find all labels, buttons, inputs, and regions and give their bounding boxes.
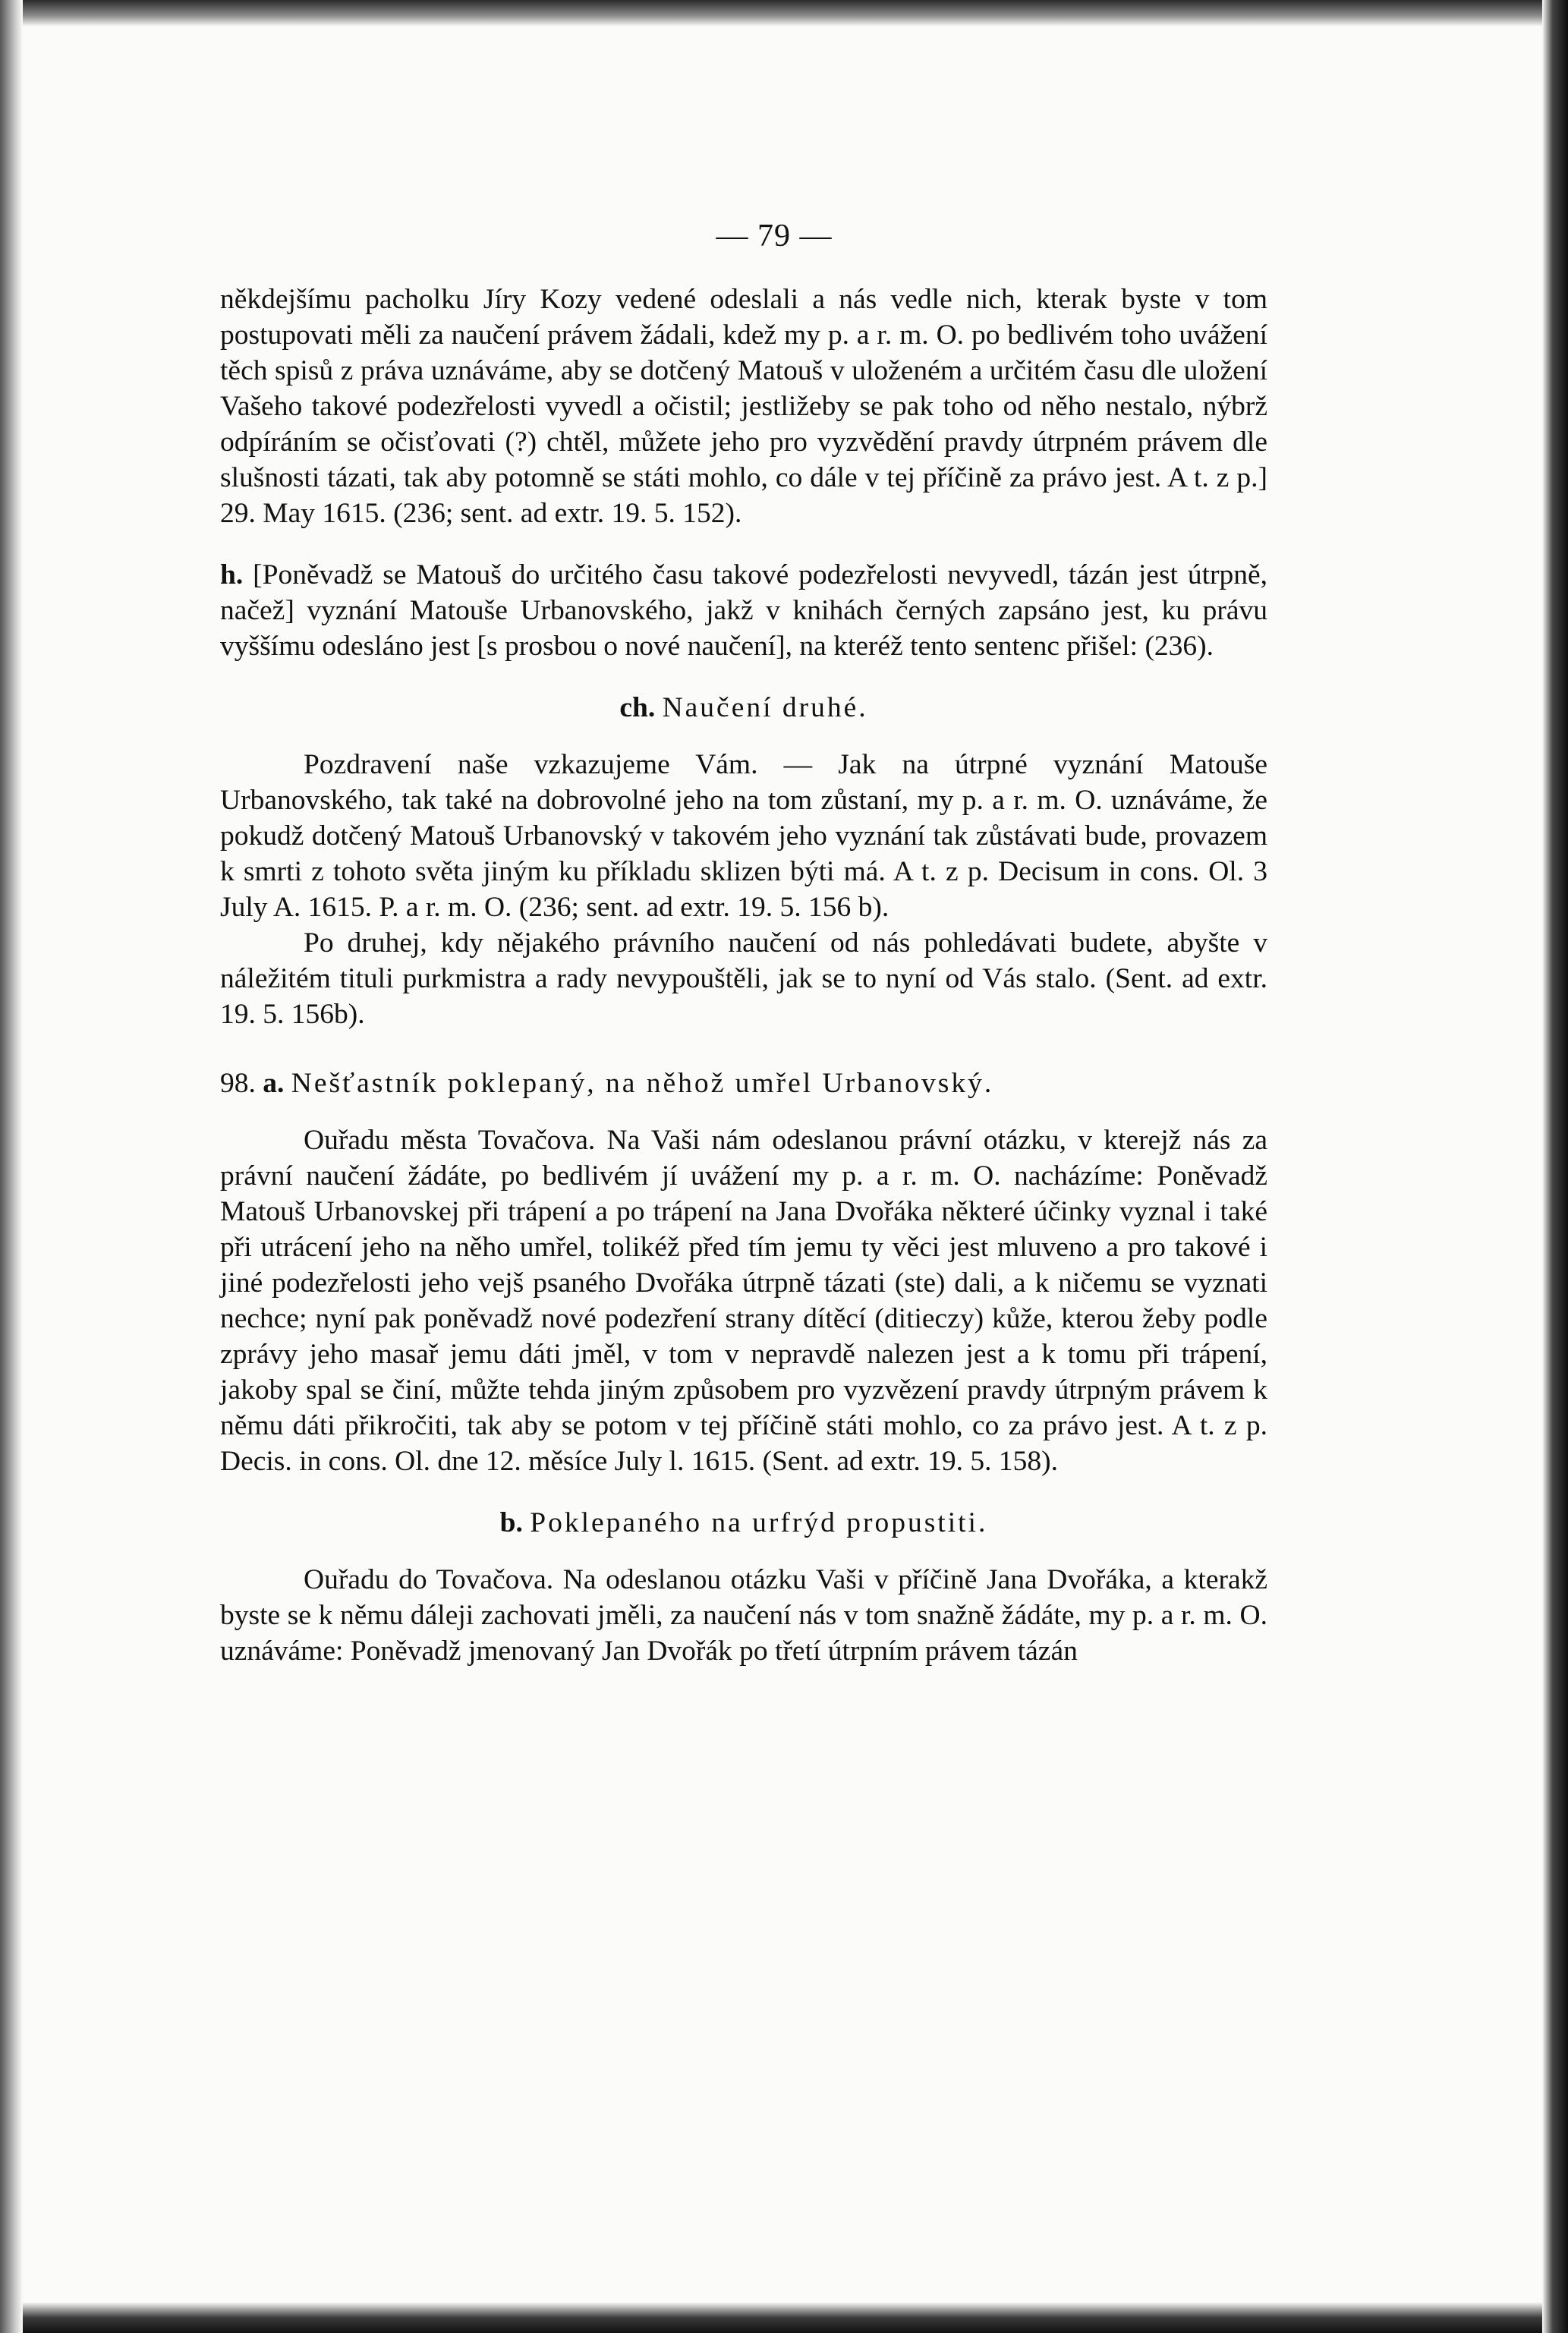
section-98-label: a. <box>263 1068 285 1099</box>
section-h-label: h. <box>220 559 244 590</box>
section-98-title: Nešťastník poklepaný, na něhož umřel Urbanovský. <box>291 1068 994 1099</box>
section-ch-paragraph-1: Pozdravení naše vzkazujeme Vám. — Jak na útrpné vyznání Matouše Urbanovského, tak také na dobrovolné jeho na tom zůstaní, my p. a r. m. O. uznáváme, že pokudž dotčený Matouš Urbanovský v takovém jeho vyznání tak zůstávati bude, provazem k smrti z tohoto světa jiným ku příkladu sklizen býti má. A t. z p. Decisum in cons. Ol. 3 July A. 1615. P. a r. m. O. (236; sent. ad extr. 19. 5. 156 b). <box>220 749 1267 923</box>
section-ch-label: ch. <box>619 692 656 723</box>
section-b-paragraph: Ouřadu do Tovačova. Na odeslanou otázku Vaši v příčině Jana Dvořáka, a kterakž byste se k němu dáleji zachovati jměli, za naučení nás v tom snažně žádáte, my p. a r. m. O. uznáváme: Poněvadž jmenovaný Jan Dvořák po třetí útrpním právem tázán <box>220 1564 1267 1667</box>
section-ch-title: Naučení druhé. <box>662 692 868 723</box>
section-h <box>220 557 1267 664</box>
section-h-text: [Poněvadž se Matouš do určitého času takové podezřelosti nevyvedl, tázán jest útrpně, načež] vyznání Matouše Urbanovského, jakž v knihách černých zapsáno jest, ku právu vyššímu odesláno jest [s prosbou o nové naučení], na kteréž tento sentenc přišel: (236). <box>220 559 1267 662</box>
section-b-label: b. <box>499 1507 523 1538</box>
section-ch-paragraph-2: Po druhej, kdy nějakého právního naučení od nás pohledávati budete, abyšte v náležitém tituli purkmistra a rady nevypouštěli, jak se to nyní od Vás stalo. (Sent. ad extr. 19. 5. 156b). <box>220 927 1267 1030</box>
paragraph-continuation: někdejšímu pacholku Jíry Kozy vedené odeslali a nás vedle nich, kterak byste v tom postupovati měli za naučení právem žádali, kdež my p. a r. m. O. po bedlivém toho uvážení těch spisů z práva uznáváme, aby se dotčený Matouš v uloženém a určitém času dle uložení Vašeho takové podezřelosti vyvedl a očistil; jestližeby se pak toho od něho nestalo, nýbrž odpíráním se očisťovati (?) chtěl, můžete jeho pro vyzvědění pravdy útrpném právem dle slušnosti tázati, tak aby potomně se státi mohlo, co dále v tej příčině za právo jest. A t. z p.] 29. May 1615. (236; sent. ad extr. 19. 5. 152). <box>220 284 1267 529</box>
section-ch-heading <box>220 690 1267 726</box>
scan-border-left <box>0 0 23 2333</box>
scan-border-right <box>1542 0 1568 2333</box>
scan-border-bottom <box>0 2303 1568 2333</box>
page-number: — 79 — <box>716 219 833 253</box>
section-b-title: Poklepaného na urfrýd propustiti. <box>530 1507 988 1538</box>
page-content <box>220 205 1267 1669</box>
scan-border-top <box>0 0 1568 26</box>
section-b-heading <box>220 1505 1267 1541</box>
section-98-heading <box>220 1066 1267 1101</box>
section-98-paragraph: Ouřadu města Tovačova. Na Vaši nám odeslanou právní otázku, v kterejž nás za právní naučení žádáte, po bedlivém jí uvážení my p. a r. m. O. nacházíme: Poněvadž Matouš Urbanovskej při trápení a po trápení na Jana Dvořáka některé účinky vyznal i také při utrácení jeho na něho umřel, tolikéž před tím jemu ty věci jest mluveno a pro takové i jiné podezřelosti jeho vejš psaného Dvořáka útrpně tázati (ste) dali, a k ničemu se vyznati nechce; nyní pak poněvadž nové podezření strany dítěcí (ditieczy) kůže, kterou žeby podle zprávy jeho masař jemu dáti jměl, v tom v nepravdě nalezen jest a k tomu při trápení, jakoby spal se činí, můžte tehda jiným způsobem pro vyzvězení pravdy útrpným právem k němu dáti přikročiti, tak aby se potom v tej příčině státi mohlo, co za právo jest. A t. z p. Decis. in cons. Ol. dne 12. měsíce July l. 1615. (Sent. ad extr. 19. 5. 158). <box>220 1125 1267 1477</box>
section-98-number: 98. <box>220 1068 256 1099</box>
